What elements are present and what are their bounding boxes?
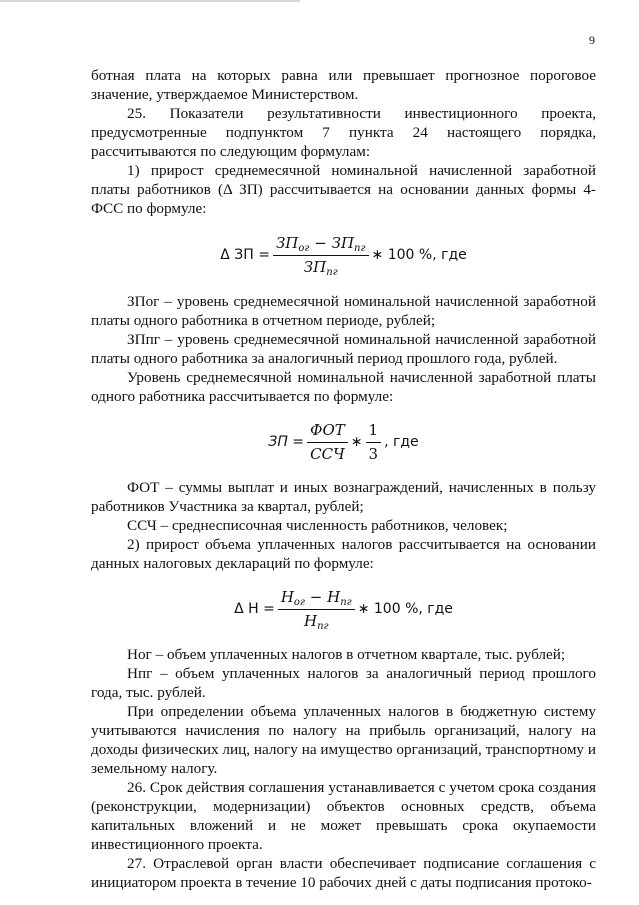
formula-wage-level — [91, 418, 596, 466]
paragraph-item-27: 27. Отраслевой орган власти обеспечивает подписание соглашения с инициатором проекта в течение 10 рабочих дней с даты подписания протоко- — [91, 855, 596, 891]
formula-numerator: $ЗП_{ог} - ЗП_{пг}$ — [273, 234, 369, 256]
formula-denominator: ССЧ — [310, 444, 345, 463]
definition-ssch: ССЧ – среднесписочная численность работников, человек; — [127, 517, 508, 534]
formula-tail: ∗ 100 %, где — [357, 600, 453, 617]
formula-numerator: ФОТ — [307, 421, 348, 443]
formula-fraction-third — [366, 421, 382, 464]
paragraph-wage-level: Уровень среднемесячной номинальной начисленной заработной платы одного работника рассчитывается по формуле: — [91, 369, 596, 405]
paragraph-taxes-included: При определении объема уплаченных налогов в бюджетную систему учитываются начисления по налогу на прибыль организаций, налогу на доходы физических лиц, налогу на имущество организаций, транспортному и земельному налогу. — [91, 703, 596, 777]
formula-numerator: $Н_{ог} - Н_{пг}$ — [278, 588, 355, 610]
formula-fraction — [273, 234, 369, 277]
paragraph-item-26: 26. Срок действия соглашения устанавливается с учетом срока создания (реконструкции, модернизации) объектов основных средств, объема капитальных вложений и не может превышать срока окупаемости инвестиционного проекта. — [91, 779, 596, 853]
definition-fot: ФОТ – суммы выплат и иных вознаграждений, начисленных в пользу работников Участника за квартал, рублей; — [91, 479, 596, 515]
formula-tail: , где — [384, 433, 419, 450]
formula-denominator: $Н_{пг}$ — [303, 611, 329, 632]
definition-n-og: Ног – объем уплаченных налогов в отчетном квартале, тыс. рублей; — [127, 646, 566, 663]
scan-top-edge — [0, 0, 300, 2]
formula-lhs: Δ Н = — [234, 600, 275, 617]
formula-lhs: Δ ЗП = — [220, 246, 270, 263]
definition-zp-og: ЗПог – уровень среднемесячной номинальной начисленной заработной платы одного работника в отчетном периоде, рублей; — [91, 293, 596, 329]
formula-wage-growth — [91, 230, 596, 280]
definition-zp-pg: ЗПпг – уровень среднемесячной номинальной начисленной заработной платы одного работника за аналогичный период прошлого года, рублей. — [91, 331, 596, 367]
formula-mult: ∗ — [350, 433, 363, 450]
formula-denominator: $ЗП_{пг}$ — [303, 257, 338, 278]
formula-lhs: ЗП = — [268, 433, 305, 450]
paragraph-continuation: ботная плата на которых равна или превышает прогнозное пороговое значение, утверждаемое Министерством. — [91, 67, 596, 103]
formula-numerator: 1 — [366, 421, 382, 443]
definition-n-pg: Нпг – объем уплаченных налогов за аналогичный период прошлого года, тыс. рублей. — [91, 665, 596, 701]
formula-denominator: 3 — [368, 444, 379, 463]
formula-fraction — [278, 588, 355, 631]
paragraph-tax-growth: 2) прирост объема уплаченных налогов рассчитывается на основании данных налоговых деклараций по формуле: — [91, 536, 596, 572]
formula-fraction — [307, 421, 348, 464]
paragraph-item-25: 25. Показатели результативности инвестиционного проекта, предусмотренные подпунктом 7 пункта 24 настоящего порядка, рассчитываются по следующим формулам: — [91, 105, 596, 160]
paragraph-wage-growth: 1) прирост среднемесячной номинальной начисленной заработной платы работников (Δ ЗП) рассчитывается на основании данных формы 4-ФСС по формуле: — [91, 162, 596, 217]
page-number: 9 — [589, 33, 595, 47]
formula-tax-growth — [91, 585, 596, 633]
document-body — [91, 66, 596, 892]
formula-tail: ∗ 100 %, где — [371, 246, 467, 263]
